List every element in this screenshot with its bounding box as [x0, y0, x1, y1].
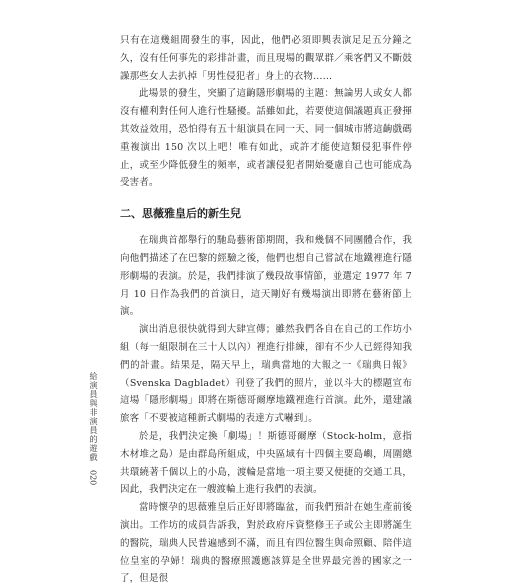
paragraph: 於是，我們決定換「劇場」！斯德哥爾摩（Stock-holm，意指木材堆之島）是由群島所組成，中央區域有十四個主要島嶼，周圍總共環繞著千個以上的小島，渡輪是當地一項主要又便捷的交通工具，因此，我們決定在一艘渡輪上進行我們的表演。 — [120, 430, 412, 496]
paragraph: 演出消息很快就得到大肆宣傳；雖然我們各自在自己的工作坊小組（每一組限制在三十人以內）裡進行排練，卻有不少人已經得知我們的計畫。結果是，隔天早上，瑞典當地的大報之一《瑞典日報》（Svenska Dagbladet）刊登了我們的照片，並以斗大的標題宣布這場「隱形劇場」即將在斯德哥爾摩地鐵裡進行首演。此外，還建議旅客「不要被這種新式劇場的表達方式嚇到」。 — [120, 324, 412, 425]
book-title: 給演員與非演員的遊戲 — [89, 372, 98, 462]
running-sidebar — [86, 372, 100, 485]
section-heading: 二、思薇雅皇后的新生兒 — [120, 207, 241, 221]
page-number: 020 — [88, 470, 98, 486]
paragraph: 當時懷孕的思薇雅皇后正好即將臨盆，而我們預計在她生產前後演出。工作坊的成員告訴我，對於政府斥資整修王子或公主即將誕生的醫院，瑞典人民普遍感到不滿，而且有四位醫生與命照顧、陪伴這位皇室的孕婦！瑞典的醫療照護應該算是全世界最完善的國家之一了，但是很 — [120, 502, 412, 585]
paragraph: 在瑞典首都舉行的馳島藝術節期間，我和幾個不同團體合作，我向他們描述了在巴黎的經驗之後，他們也想自己嘗試在地鐵裡進行隱形劇場的表演。於是，我們排演了幾段故事情節，並選定 1977 年 7 月 10 日作為我們的首演日，這天剛好有幾場演出即將在藝術節上演。 — [120, 235, 412, 318]
paragraph: 此場景的發生，突顯了這齣隱形劇場的主題：無論男人或女人都沒有權利對任何人進行性騷擾。話雖如此，若要使這個議題真正發揮其效益效用，恐怕得有五十組演員在同一天、同一個城市將這齣戲碼重複演出 150 次以上吧！唯有如此，或許才能使這類侵犯事件停止，或至少降低發生的頻率，或者讓侵犯者開始憂慮自己也可能成為受害者。 — [120, 88, 412, 189]
paragraph-continued: 只有在這幾組間發生的事，因此，他們必須即興表演足足五分鐘之久，沒有任何事先的彩排計畫，而且現場的觀眾群／乘客們又不斷鼓譟那些女人去扒掉「男性侵犯者」身上的衣物…… — [120, 35, 412, 82]
main-text-block — [120, 32, 412, 588]
